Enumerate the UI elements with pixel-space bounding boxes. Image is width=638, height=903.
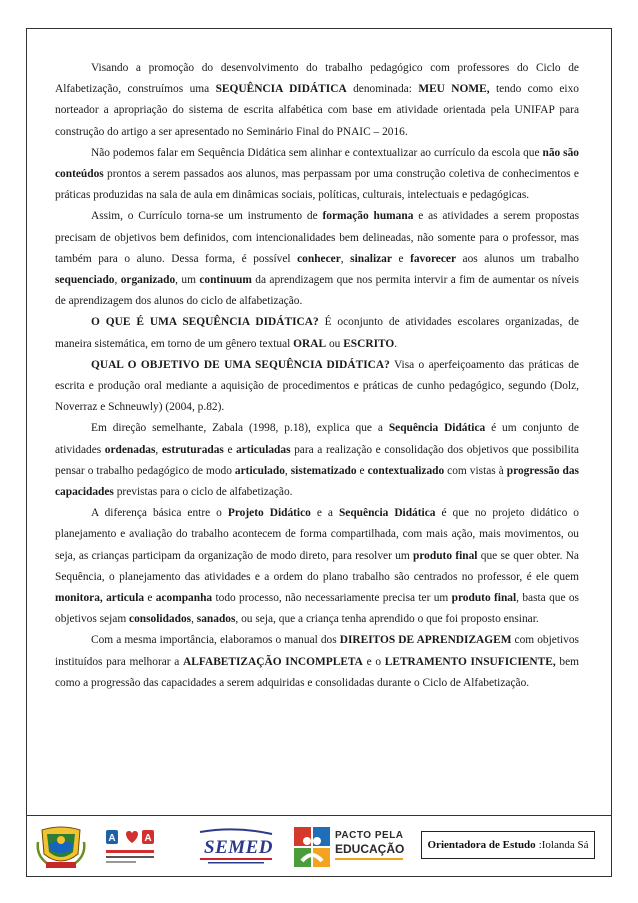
orientadora-name: Iolanda Sá — [541, 839, 589, 851]
footer-divider — [26, 815, 612, 816]
paragraph — [55, 58, 579, 143]
bold-text: organizado — [120, 274, 176, 287]
bold-text: MEU NOME, — [418, 83, 490, 96]
text-run: da aprendizagem que nos permita intervir a fim de aumentar os níveis de aprendizagem dos alunos do ciclo de alfabetização. — [55, 274, 579, 308]
bold-text: QUAL O OBJETIVO DE UMA SEQUÊNCIA DIDÁTICA? — [91, 358, 390, 371]
bold-text: ESCRITO — [343, 337, 395, 350]
text-run: , — [340, 252, 351, 265]
paragraph — [55, 206, 579, 312]
bold-text: não são conteúdos — [55, 146, 579, 181]
bold-text: estruturadas — [161, 443, 224, 456]
bold-text: produto final — [413, 549, 478, 562]
text-run: , ou seja, que a criança tenha aprendido o que foi proposto ensinar. — [235, 613, 539, 626]
text-run: que se quer obter. Na Sequência, o planejamento das atividades e a ordem do plano trabalho são centrados no professor, é ele quem — [55, 549, 579, 583]
bold-text: sanados — [196, 613, 236, 626]
text-run: É oconjunto de atividades escolares organizadas, de maneira sistemática, em torno de um gênero textual — [55, 316, 579, 350]
bold-text: ordenadas — [104, 443, 156, 456]
text-run: é um conjunto de atividades — [55, 422, 579, 456]
bold-text: ORAL — [293, 337, 327, 350]
bold-text: LETRAMENTO INSUFICIENTE, — [384, 655, 556, 668]
text-run: Não podemos falar em Sequência Didática sem alinhar e contextualizar ao currículo da escola que — [91, 146, 543, 159]
bold-text: sistematizado — [290, 464, 357, 477]
document-body — [55, 58, 579, 694]
paragraph — [55, 418, 579, 503]
paragraph — [55, 143, 579, 207]
bold-text: Sequência Didática — [388, 422, 486, 435]
text-run: denominada: — [346, 83, 419, 96]
svg-text:A: A — [108, 833, 116, 844]
text-run: e o — [362, 655, 385, 668]
text-run: , basta que os objetivos sejam — [55, 592, 579, 626]
text-run: , — [284, 464, 291, 477]
text-run: Em direção semelhante, Zabala (1998, p.18), explica que a — [91, 422, 389, 435]
bold-text: SEQUÊNCIA DIDÁTICA — [215, 83, 347, 96]
paragraph — [55, 312, 579, 354]
text-run: aos alunos um trabalho — [456, 252, 579, 265]
orientadora-label: Orientadora de Estudo — [427, 839, 536, 851]
text-run: e — [356, 464, 368, 477]
text-run: bem como a progressão das capacidades a serem adquiridas e consolidadas durante o Ciclo de Alfabetização. — [55, 655, 579, 689]
paragraph — [55, 630, 579, 694]
bold-text: consolidados — [129, 613, 192, 626]
bold-text: Projeto Didático — [227, 507, 311, 520]
pacto-logo-line1: PACTO PELA — [335, 830, 404, 841]
paragraph — [55, 503, 579, 630]
pacto-pela-educacao-logo — [294, 826, 406, 868]
bold-text: ALFABETIZAÇÃO INCOMPLETA — [183, 655, 363, 668]
bold-text: DIREITOS DE APRENDIZAGEM — [339, 634, 512, 647]
bold-text: articulado — [234, 464, 285, 477]
orientadora-box — [421, 831, 595, 859]
text-run: ou — [326, 337, 344, 350]
bold-text: sinalizar — [350, 252, 392, 265]
text-run: prontos a serem passados aos alunos, mas perpassam por uma construção coletiva de conhecimentos e práticas produzidas na sala de aula em dinâmicas sociais, políticas, culturais, intelectuais e pedagógicas. — [55, 168, 579, 202]
bold-text: formação humana — [322, 210, 414, 223]
bold-text: O QUE É UMA SEQUÊNCIA DIDÁTICA? — [91, 316, 319, 329]
text-run: . — [394, 337, 398, 350]
bold-text: continuum — [199, 274, 252, 287]
text-run: e — [223, 443, 237, 456]
text-run: previstas para o ciclo de alfabetização. — [113, 486, 293, 499]
orientadora-separator: : — [538, 839, 542, 851]
learning-rights-logo — [106, 828, 168, 866]
text-run: , — [155, 443, 162, 456]
text-run: e as atividades a serem propostas precisam de objetivos bem definidos, com intencionalidades bem delineadas, não somente para o professor, mas também para o aluno. Dessa forma, é possível — [55, 210, 579, 265]
bold-text: monitora, articula — [55, 592, 145, 605]
text-run: com vistas à — [444, 464, 507, 477]
text-run: todo processo, não necessariamente precisa ter um — [212, 592, 452, 605]
svg-text:A: A — [144, 833, 152, 844]
text-run: Visando a promoção do desenvolvimento do trabalho pedagógico com professores do Ciclo de Alfabetização, construímos uma — [55, 62, 579, 96]
text-run: A diferença básica entre o — [91, 507, 228, 520]
text-run: Visa o aperfeiçoamento das práticas de escrita e produção oral mediante a aquisição de procedimentos e práticas de cunho pedagógico, segundo (Dolz, Noverraz e Schneuwly) (2004, p.82). — [55, 358, 579, 414]
paragraph — [55, 355, 579, 419]
text-run: tendo como eixo norteador a apropriação do sistema de escrita alfabética com base em atividade orientada pela UNIFAP para construção do artigo a ser apresentado no Seminário Final do PNAIC – 2016. — [55, 83, 579, 138]
bold-text: articuladas — [236, 443, 291, 456]
coat-of-arms-logo — [36, 824, 86, 870]
text-run: e — [144, 592, 156, 605]
text-run: Com a mesma importância, elaboramos o manual dos — [91, 634, 340, 647]
text-run: com objetivos instituídos para melhorar a — [55, 634, 579, 668]
bold-text: progressão das capacidades — [55, 464, 579, 499]
text-run: , — [114, 274, 121, 287]
text-run: e — [391, 252, 411, 265]
bold-text: Sequência Didática — [338, 507, 436, 520]
bold-text: contextualizado — [367, 464, 445, 477]
pacto-logo-line2: EDUCAÇÃO — [335, 842, 405, 856]
text-run: , um — [175, 274, 200, 287]
bold-text: acompanha — [155, 592, 213, 605]
text-run: é que no projeto didático o planejamento e avaliação do trabalho acontecem de forma compartilhada, com mais ação, mais movimentos, ou seja, as crianças participam da organização de modo direto, para resolver um — [55, 507, 579, 562]
text-run: , — [191, 613, 197, 626]
semed-logo — [196, 828, 276, 866]
bold-text: produto final — [451, 592, 517, 605]
bold-text: sequenciado — [55, 274, 115, 287]
text-run: e a — [310, 507, 339, 520]
text-run: Assim, o Currículo torna-se um instrumento de — [91, 210, 323, 223]
bold-text: favorecer — [410, 252, 457, 265]
semed-logo-text: SEMED — [204, 837, 274, 858]
text-run: para a realização e consolidação dos objetivos que possibilita pensar o trabalho pedagógico de modo — [55, 443, 579, 477]
bold-text: conhecer — [297, 252, 341, 265]
